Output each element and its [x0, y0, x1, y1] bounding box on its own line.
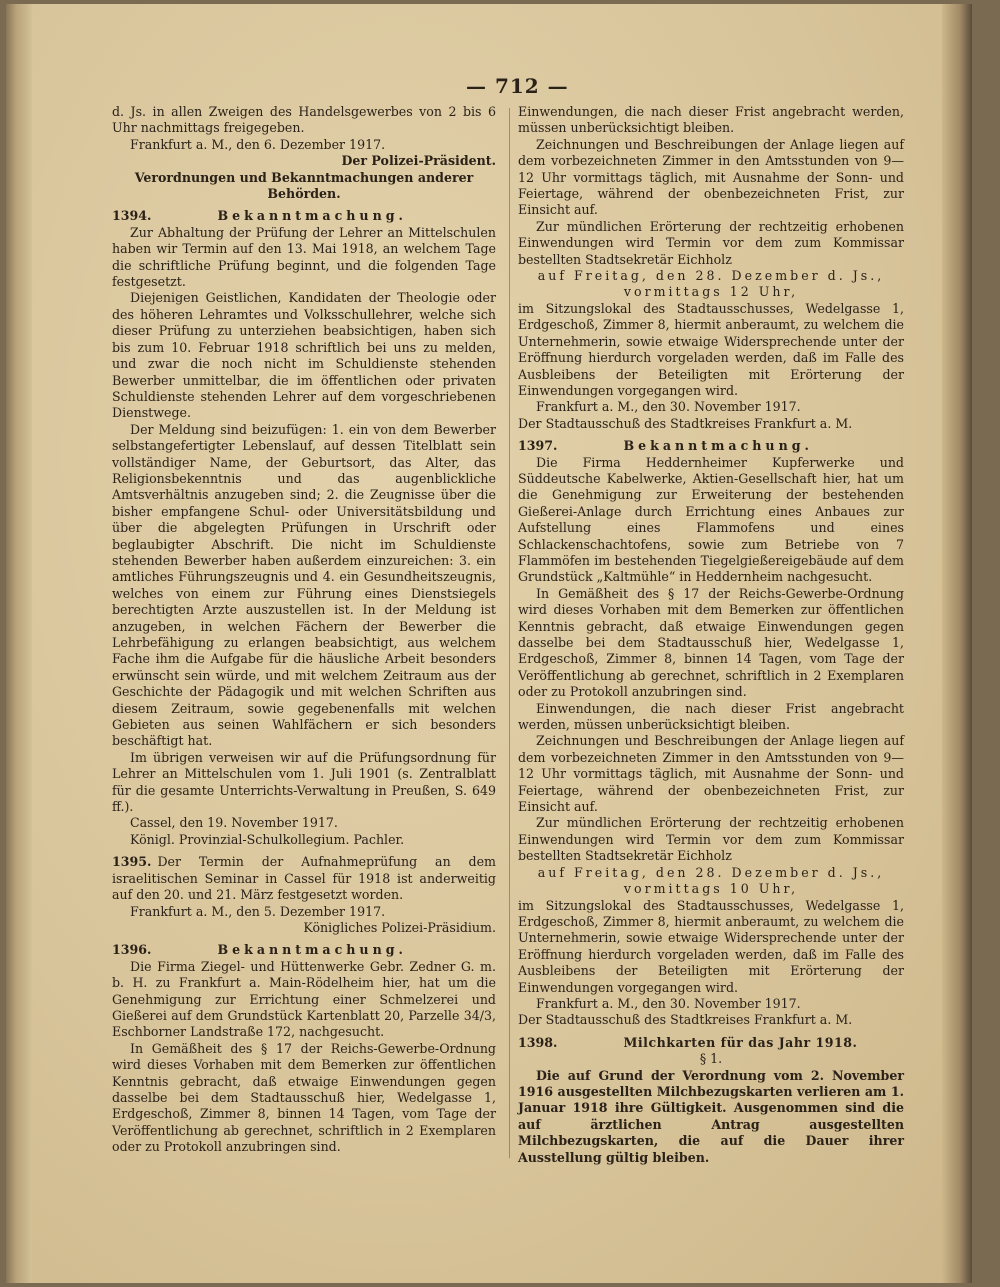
paragraph-r18: Frankfurt a. M., den 30. November 1917.: [536, 995, 801, 1011]
notice-number: 1395.: [112, 854, 152, 870]
paragraph-l8: Der Meldung sind beizufügen: 1. ein von dem Bewerber selbstangefertigter Lebenslauf, auf dessen Titelblatt sein vollständiger Name, der Geburtsort, das Alter, das Religionsbekenntnis und das augenblickliche Amtsverhältnis anzugeben sind; 2. die Zeugnisse über die bisher empfangene Schul- oder Universitätsbildung und über die abgelegten Prüfungen in Urschrift oder beglaubigter Abschrift. Die nicht im Schuldienste stehenden Bewerber haben außerdem einzureichen: 3. ein amtliches Führungszeugnis und 4. ein Gesundheitszeugnis, welches von einem zur Führung eines Dienstsiegels berechtigten Arzte auszustellen ist. In der Meldung ist anzugeben, in welchen Fächern der Bewerber die Lehrbefähigung zu erlangen beabsichtigt, aus welchem Fache ihm die Aufgabe für die häusliche Arbeit besonders erwünscht sein würde, und mit welchem Zeitraum aus der Geschichte der Pädagogik und mit welchen Schriften aus diesem Zeitraum, sowie gegebenenfalls mit welchen Gebieten aus seinen Wahlfächern er sich besonders beschäftigt hat.: [112, 421, 496, 749]
notice-title: Milchkarten für das Jahr 1918.: [623, 1034, 858, 1050]
paragraph-l2: Frankfurt a. M., den 6. Dezember 1917.: [130, 136, 386, 152]
paragraph-l9: Im übrigen verweisen wir auf die Prüfungsordnung für Lehrer an Mittelschulen vom 1. Juli 1901 (s. Zentralblatt für die gesamte Unterrichts-Verwaltung in Preußen, S. 649 ff.).: [112, 749, 496, 815]
notice-number: 1394.: [112, 208, 152, 224]
paragraph-r17: im Sitzungslokal des Stadtausschusses, Wedelgasse 1, Erdgeschoß, Zimmer 8, hiermit anberaumt, zu welchem die Unternehmerin, sowie etwaige Widersprechende unter der Eröffnung hierdurch vorgeladen werden, daß im Falle des Ausbleibens der Beteiligten mit Erörterung der Einwendungen vorgegangen wird.: [518, 897, 904, 995]
paragraph-l3: Der Polizei-Präsident.: [341, 153, 496, 169]
notice-title: Bekanntmachung.: [217, 942, 407, 958]
paragraph-r12: Einwendungen, die nach dieser Frist angebracht werden, müssen unberücksichtigt bleiben.: [518, 700, 904, 733]
paragraph-r11: In Gemäßheit des § 17 der Reichs-Gewerbe-Ordnung wird dieses Vorhaben mit dem Bemerken zur öffentlichen Kenntnis gebracht, daß etwaige Einwendungen gegen dasselbe bei dem Stadtausschuß hier, Wedelgasse 1, Erdgeschoß, Zimmer 8, binnen 14 Tagen, vom Tage der Veröffentlichung ab gerechnet, schriftlich in 2 Exemplaren oder zu Protokoll anzubringen sind.: [518, 585, 904, 700]
paragraph-r4: auf Freitag, den 28. Dezember d. Js.,: [537, 268, 885, 284]
notice-title: Bekanntmachung.: [217, 208, 407, 224]
paragraph-r3: Zur mündlichen Erörterung der rechtzeitig erhobenen Einwendungen wird Termin vor dem zum Kommissar bestellten Stadtsekretär Eichholz: [518, 218, 904, 267]
notice-number: 1396.: [112, 942, 152, 958]
column-rule: [509, 108, 510, 1158]
paragraph-l14: Königliches Polizei-Präsidium.: [303, 919, 496, 935]
paragraph-r14: Zur mündlichen Erörterung der rechtzeitig erhobenen Einwendungen wird Termin vor dem zum Kommissar bestellten Stadtsekretär Eichholz: [518, 815, 904, 864]
paragraph-l16: Die Firma Ziegel- und Hüttenwerke Gebr. Zedner G. m. b. H. zu Frankfurt a. Main-Rödelheim hier, hat um die Genehmigung zur Errichtung einer Schmelzerei und Gießerei auf dem Grundstück Kartenblatt 20, Parzelle 34/3, Eschborner Landstraße 172, nachgesucht.: [112, 958, 496, 1040]
paragraph-r21: § 1.: [699, 1051, 723, 1067]
page-number: — 712 —: [466, 74, 569, 98]
paragraph-r8: Der Stadtausschuß des Stadtkreises Frankfurt a. M.: [518, 415, 853, 431]
paragraph-l4: Verordnungen und Bekanntmachungen anderer Behörden.: [134, 169, 474, 202]
notice-number: 1398.: [518, 1034, 558, 1050]
newspaper-page: [6, 4, 972, 1283]
numbered-paragraph: [112, 854, 496, 903]
notice-heading: [518, 1035, 904, 1051]
left-column: [112, 104, 496, 1156]
paragraph-r6: im Sitzungslokal des Stadtausschusses, Wedelgasse 1, Erdgeschoß, Zimmer 8, hiermit anberaumt, zu welchem die Unternehmerin, sowie etwaige Widersprechende unter der Eröffnung hierdurch vorgeladen werden, daß im Falle des Ausbleibens der Beteiligten mit Erörterung der Einwendungen vorgegangen wird.: [518, 300, 904, 398]
notice-number: 1397.: [518, 438, 558, 454]
paragraph-r13: Zeichnungen und Beschreibungen der Anlage liegen auf dem vorbezeichneten Zimmer in den Amtsstunden von 9—12 Uhr vormittags täglich, mit Ausnahme der Sonn- und Feiertage, während der obenbezeichneten Frist, zur Einsicht auf.: [518, 733, 904, 815]
paragraph-r5: vormittags 12 Uhr,: [623, 284, 799, 300]
paragraph-l7: Diejenigen Geistlichen, Kandidaten der Theologie oder des höheren Lehramtes und Volksschullehrer, welche sich dieser Prüfung zu unterziehen beabsichtigen, haben sich bis zum 10. Februar 1918 schriftlich bei uns zu melden, und zwar die noch nicht im Schuldienste stehenden Bewerber unmittelbar, die im öffentlichen oder privaten Schuldienste stehenden Lehrer auf dem vorgeschriebenen Dienstwege.: [112, 290, 496, 421]
paragraph-l6: Zur Abhaltung der Prüfung der Lehrer an Mittelschulen haben wir Termin auf den 13. Mai 1918, an welchem Tage die schriftliche Prüfung beginnt, und die folgenden Tage festgesetzt.: [112, 224, 496, 290]
paragraph-r15: auf Freitag, den 28. Dezember d. Js.,: [537, 864, 885, 880]
paragraph-r22: Die auf Grund der Verordnung vom 2. November 1916 ausgestellten Milchbezugskarten verlieren am 1. Januar 1918 ihre Gültigkeit. Ausgenommen sind die auf ärztlichen Antrag ausgestellten Milchbezugskarten, die auf die Dauer ihrer Ausstellung gültig bleiben.: [518, 1067, 904, 1165]
paragraph-r16: vormittags 10 Uhr,: [623, 881, 799, 897]
right-column: [518, 104, 904, 1166]
paragraph-l17: In Gemäßheit des § 17 der Reichs-Gewerbe-Ordnung wird dieses Vorhaben mit dem Bemerken zur öffentlichen Kenntnis gebracht, daß etwaige Einwendungen gegen dasselbe bei dem Stadtausschuß hier, Wedelgasse 1, Erdgeschoß, Zimmer 8, binnen 14 Tagen, vom Tage der Veröffentlichung ab gerechnet, schriftlich in 2 Exemplaren oder zu Protokoll anzubringen sind.: [112, 1040, 496, 1155]
notice-heading: [112, 942, 496, 958]
page-binding: [6, 4, 32, 1283]
page-edge: [942, 4, 972, 1283]
notice-heading: [518, 438, 904, 454]
paragraph-r1: Einwendungen, die nach dieser Frist angebracht werden, müssen unberücksichtigt bleiben.: [518, 104, 904, 136]
notice-title: Bekanntmachung.: [623, 438, 813, 454]
paragraph-l11: Königl. Provinzial-Schulkollegium. Pachler.: [130, 831, 405, 847]
paragraph-r10: Die Firma Heddernheimer Kupferwerke und Süddeutsche Kabelwerke, Aktien-Gesellschaft hier, hat um die Genehmigung zur Erweiterung der bestehenden Gießerei-Anlage durch Errichtung eines Anbaues zur Aufstellung eines Flammofens und eines Schlackenschachtofens, sowie zum Betriebe von 7 Flammöfen im bestehenden Tiegelgießereigebäude auf dem Grundstück „Kaltmühle“ in Heddernheim nachgesucht.: [518, 454, 904, 585]
paragraph-l13: Frankfurt a. M., den 5. Dezember 1917.: [130, 903, 386, 919]
notice-heading: [112, 208, 496, 224]
paragraph-r7: Frankfurt a. M., den 30. November 1917.: [536, 399, 801, 415]
paragraph-l10: Cassel, den 19. November 1917.: [130, 815, 338, 831]
paragraph-r19: Der Stadtausschuß des Stadtkreises Frankfurt a. M.: [518, 1012, 853, 1028]
paragraph-text: Der Termin der Aufnahmeprüfung an dem israelitischen Seminar in Cassel für 1918 ist anderweitig auf den 20. und 21. März festgesetzt worden.: [112, 854, 496, 903]
paragraph-r2: Zeichnungen und Beschreibungen der Anlage liegen auf dem vorbezeichneten Zimmer in den Amtsstunden von 9—12 Uhr vormittags täglich, mit Ausnahme der Sonn- und Feiertage, während der obenbezeichneten Frist, zur Einsicht auf.: [518, 136, 904, 218]
paragraph-l1: d. Js. in allen Zweigen des Handelsgewerbes von 2 bis 6 Uhr nachmittags freigegeben.: [112, 104, 496, 136]
